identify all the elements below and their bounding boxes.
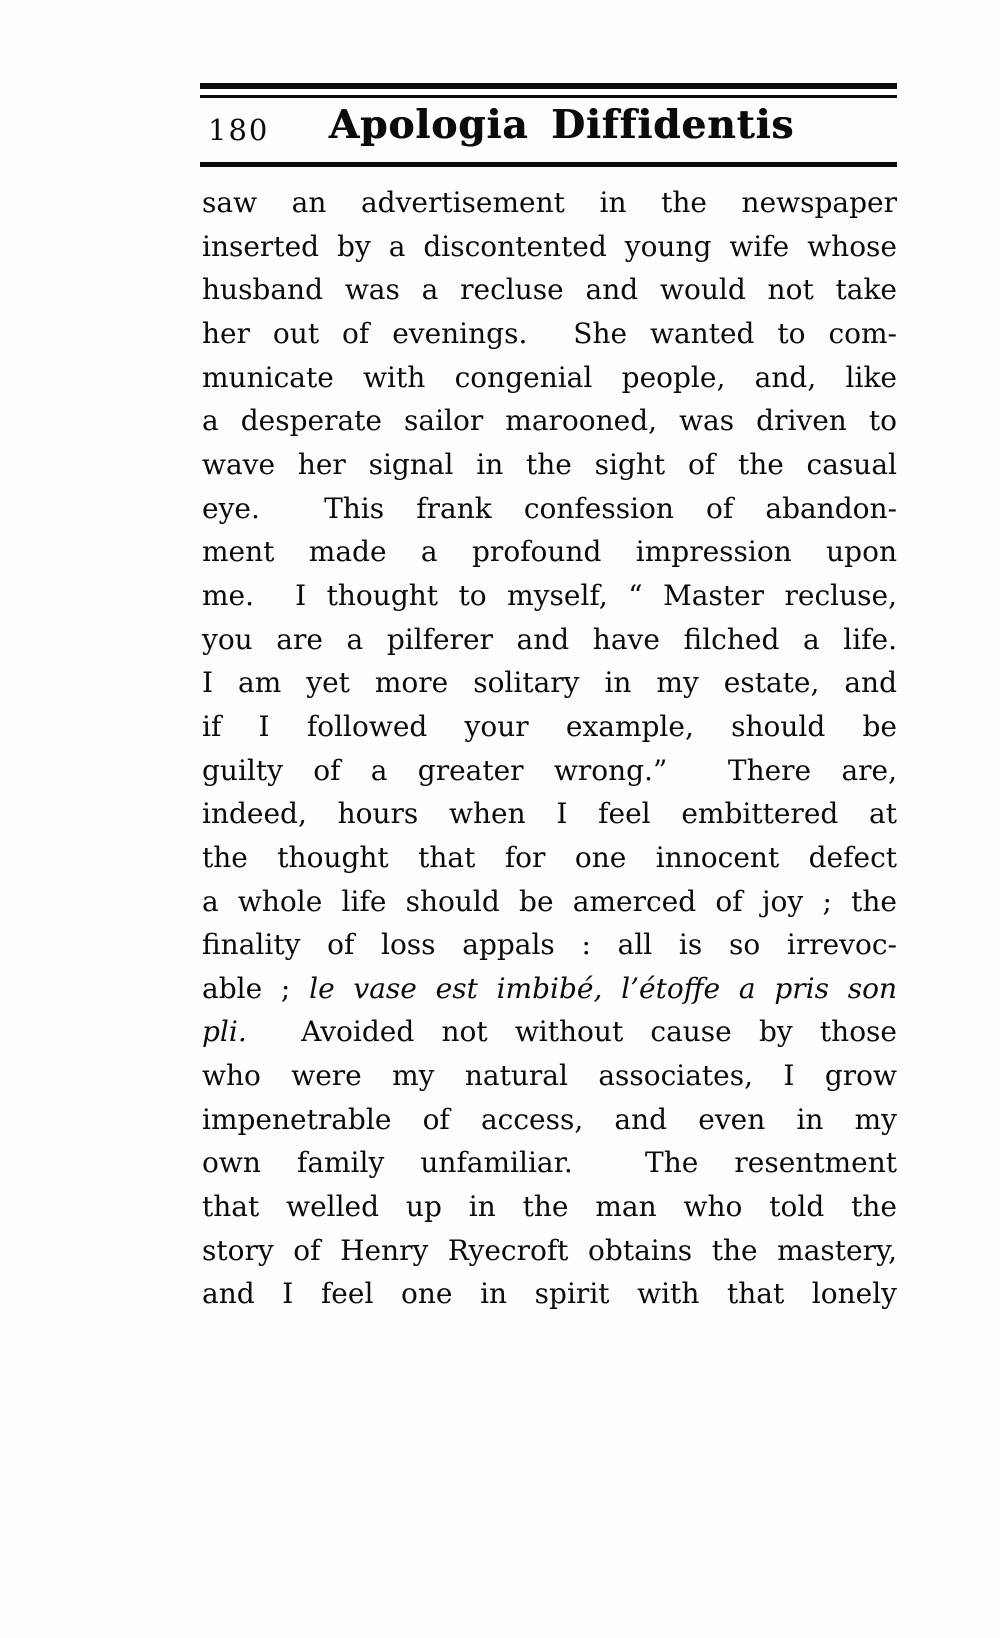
text-line (202, 1185, 897, 1229)
text-line (202, 705, 897, 749)
italic-text-segment: pli. (202, 1015, 247, 1049)
running-title: Apologia Diffidentis (328, 102, 795, 148)
text-segment: impenetrable of access, and even in my (202, 1102, 897, 1136)
text-segment: guilty of a greater wrong.” There are, (202, 753, 897, 787)
text-line (202, 225, 897, 269)
text-segment: a desperate sailor marooned, was driven to (202, 404, 897, 438)
text-line (202, 574, 897, 618)
text-line (202, 880, 897, 924)
text-segment: indeed, hours when I feel embittered at (202, 797, 897, 831)
text-line (202, 1098, 897, 1142)
header-bottom-rule (200, 162, 897, 167)
text-segment: I am yet more solitary in my estate, and (202, 666, 897, 700)
body-text (202, 181, 897, 1316)
text-segment: story of Henry Ryecroft obtains the mastery, (202, 1233, 897, 1267)
page-number: 180 (208, 113, 270, 147)
text-line (202, 530, 897, 574)
text-segment: who were my natural associates, I grow (202, 1059, 897, 1093)
text-segment: own family unfamiliar. The resentment (202, 1146, 897, 1180)
text-line (202, 356, 897, 400)
text-line (202, 399, 897, 443)
text-line (202, 836, 897, 880)
text-line (202, 661, 897, 705)
text-segment: that welled up in the man who told the (202, 1190, 897, 1224)
text-segment: Avoided not without cause by those (246, 1015, 897, 1049)
text-line (202, 792, 897, 836)
text-line (202, 268, 897, 312)
text-segment: inserted by a discontented young wife whose (202, 229, 897, 263)
text-line (202, 1010, 897, 1054)
italic-text-segment: le vase est imbibé, l’étoffe a pris son (309, 971, 897, 1005)
text-segment: finality of loss appals : all is so irrevoc- (202, 928, 897, 962)
text-segment: eye. This frank confession of abandon- (202, 491, 897, 525)
text-segment: saw an advertisement in the newspaper (202, 186, 897, 219)
text-line (202, 181, 897, 225)
text-line (202, 1229, 897, 1273)
text-segment: and I feel one in spirit with that lonely (202, 1277, 897, 1311)
text-segment: if I followed your example, should be (202, 709, 897, 743)
text-segment: the thought that for one innocent defect (202, 840, 897, 874)
running-header (200, 101, 897, 153)
text-line (202, 312, 897, 356)
text-line (202, 487, 897, 531)
text-line (202, 443, 897, 487)
text-segment: husband was a recluse and would not take (202, 273, 897, 307)
header-double-rule-thin (200, 95, 897, 98)
text-line (202, 1272, 897, 1316)
text-line (202, 618, 897, 662)
text-segment: a whole life should be amerced of joy ; the (202, 884, 897, 918)
text-line (202, 1141, 897, 1185)
text-segment: you are a pilferer and have filched a life. (202, 622, 897, 656)
text-segment: me. I thought to myself, “ Master recluse, (202, 578, 897, 612)
text-line (202, 923, 897, 967)
text-segment: municate with congenial people, and, like (202, 360, 897, 394)
text-segment: ment made a profound impression upon (202, 535, 897, 569)
text-line (202, 1054, 897, 1098)
header-double-rule-thick (200, 83, 897, 89)
text-line (202, 749, 897, 793)
text-segment: her out of evenings. She wanted to com- (202, 316, 897, 350)
text-segment: wave her signal in the sight of the casual (202, 447, 897, 481)
text-line (202, 967, 897, 1011)
text-segment: able ; (202, 971, 310, 1005)
